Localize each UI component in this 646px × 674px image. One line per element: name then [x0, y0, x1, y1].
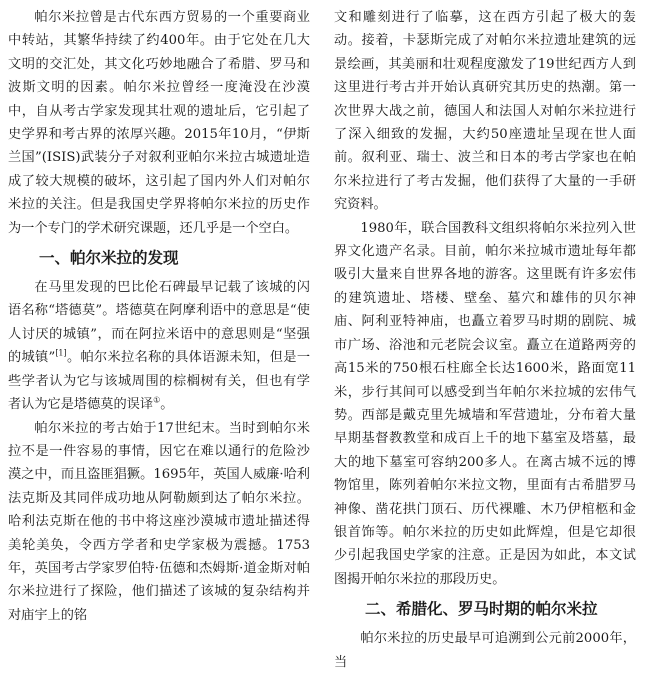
- heritage-paragraph: 1980年，联合国教科文组织将帕尔米拉列入世界文化遗产名录。目前，帕尔米拉城市遗址每年都吸引大量来自世界各地的游客。这里既有许多宏伟的建筑遗址、塔楼、壁垒、墓穴和雄伟的贝尔神庙、阿利亚特神庙，也矗立着罗马时期的剧院、城市广场、浴池和元老院会议室。矗立在道路两旁的高15米的750根石柱廊全长达1600米，路面宽11米，步行其间可以感受到当年帕尔米拉城的宏伟气势。西部是戴克里先城墙和军营遗址，分布着大量早期基督教教堂和成百上千的地下墓室及塔墓，最大的地下墓室可容纳200多人。在离古城不远的博物馆里，陈列着帕尔米拉文物，里面有古希腊罗马神像、凿花拱门顶石、历代裸雕、木乃伊棺柩和金银首饰等。帕尔米拉的历史如此辉煌，但是它却很少引起我国史学家的注意。正是因为如此，本文试图揭开帕尔米拉的那段历史。: [334, 220, 636, 587]
- intro-paragraph: 帕尔米拉曾是古代东西方贸易的一个重要商业中转站，其繁华持续了约400年。由于它处在几大文明的交汇处，其文化巧妙地融合了希腊、罗马和波斯文明的因素。帕尔米拉曾经一度淹没在沙漠中，自从考古学家发现其壮观的遗址后，它引起了史学界和考古界的浓厚兴趣。2015年10月，“伊斯兰国”(ISIS)武装分子对叙利亚帕尔米拉古城遗址造成了较大规模的破坏，这引起了国内外人们对帕尔米拉的关注。但是我国史学界将帕尔米拉的历史作为一个专门的学术研究课题，还几乎是一个空白。: [8, 10, 310, 236]
- history-paragraph: 帕尔米拉的历史最早可追溯到公元前2000年，当: [334, 631, 636, 670]
- archaeology-paragraph: 帕尔米拉的考古始于17世纪末。当时到帕尔米拉不是一件容易的事情，因它在难以通行的危险沙漠之中，而且盗匪猖獗。1695年，英国人威廉·哈利法克斯及其同伴成功地从阿勒颇到达了帕尔米拉。哈利法克斯在他的书中将这座沙漠城市遗址描述得美轮美奂，令西方学者和史学家极为震撼。1753年，英国考古学家罗伯特·伍德和杰姆斯·道金斯对帕尔米拉进行了探险，他们描述了该城的复杂结构并对庙宇上的铭: [8, 420, 310, 623]
- section-heading-hellenistic-roman: 二、希腊化、罗马时期的帕尔米拉: [365, 600, 598, 619]
- name-origin-paragraph: [8, 276, 310, 416]
- section-heading-discovery: 一、帕尔米拉的发现: [39, 249, 179, 268]
- continuation-paragraph: 文和雕刻进行了临摹，这在西方引起了极大的轰动。接着，卡瑟斯完成了对帕尔米拉遗址建筑的远景绘画，其美丽和壮观程度激发了19世纪西方人到这里进行考古并开始认真研究其历史的热潮。第一次世界大战之前，德国人和法国人对帕尔米拉进行了深入细致的发掘，大约50座遗址呈现在世人面前。叙利亚、瑞士、波兰和日本的考古学家也在帕尔米拉进行了考古发掘，他们获得了大量的一手研究资料。: [334, 10, 636, 213]
- footnote-ref-1[interactable]: [1]: [55, 348, 67, 358]
- left-column: [8, 6, 310, 627]
- footnote-ref-circle-1[interactable]: ①: [153, 395, 161, 405]
- name-origin-text-3: 。: [160, 397, 174, 413]
- name-origin-text: 在马里发现的巴比伦石碑最早记载了该城的闪语名称“塔德莫”。塔德莫在阿摩利语中的意思是“使人讨厌的城镇”，而在阿拉米语中的意思则是“坚强的城镇”: [8, 280, 310, 366]
- name-origin-text-2: 。帕尔米拉名称的具体语源未知，但是一些学者认为它与该城周围的棕榈树有关，但也有学者认为它是塔德莫的误译: [8, 350, 311, 413]
- right-column: [334, 6, 636, 674]
